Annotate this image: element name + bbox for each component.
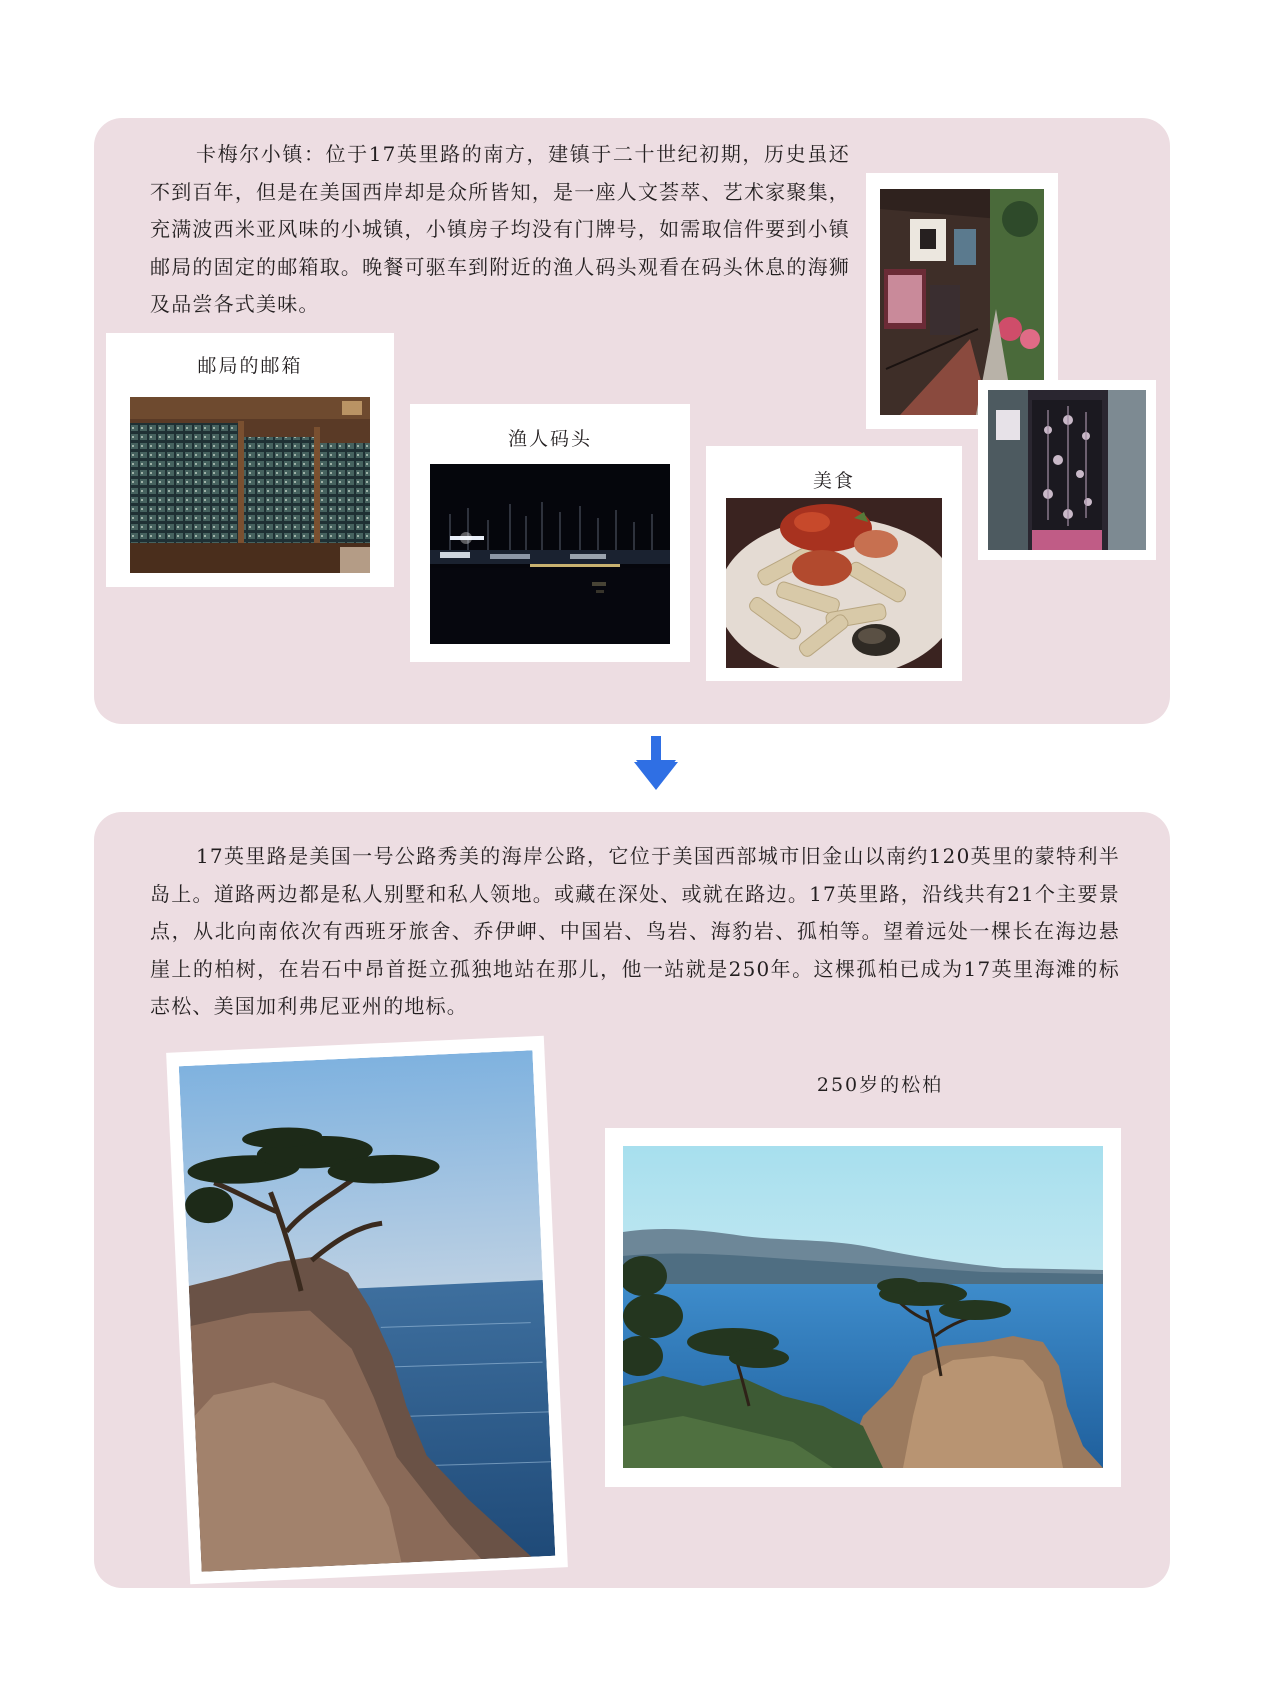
- wharf-photo: [430, 464, 670, 644]
- lone-cypress-tall-photo: [179, 1050, 556, 1572]
- mailbox-photo: [130, 397, 370, 573]
- lone-cypress-wide-photo-card: [605, 1128, 1121, 1487]
- seventeen-mile-paragraph: 17英里路是美国一号公路秀美的海岸公路，它位于美国西部城市旧金山以南约120英里的蒙特利半岛上。道路两边都是私人别墅和私人领地。或藏在深处、或就在路边。17英里路，沿线共有21个主要景点，从北向南依次有西班牙旅舍、乔伊岬、中国岩、鸟岩、海豹岩、孤柏等。望着远处一棵长在海边悬崖上的柏树，在岩石中昂首挺立孤独地站在那儿，他一站就是250年。这棵孤柏已成为17英里海滩的标志松、美国加利弗尼亚州的地标。: [150, 844, 1120, 1018]
- cypress-caption: 250岁的松柏: [816, 1074, 944, 1096]
- food-photo-card: [706, 446, 962, 681]
- food-photo: [726, 498, 942, 668]
- shop-photo-card: [978, 380, 1156, 560]
- carmel-paragraph: 卡梅尔小镇：位于17英里路的南方，建镇于二十世纪初期，历史虽还不到百年，但是在美国西岸却是众所皆知，是一座人文荟萃、艺术家聚集，充满波西米亚风味的小城镇，小镇房子均没有门牌号，如需取信件要到小镇邮局的固定的邮箱取。晚餐可驱车到附近的渔人码头观看在码头休息的海狮及品尝各式美味。: [150, 142, 850, 316]
- mailbox-caption: 邮局的邮箱: [197, 355, 303, 377]
- mailbox-photo-card: [106, 333, 394, 587]
- wharf-photo-card: [410, 404, 690, 662]
- shop-photo: [988, 390, 1146, 550]
- wharf-caption: 渔人码头: [507, 428, 592, 450]
- arrow-down-icon: [630, 736, 682, 792]
- lone-cypress-tall-photo-card: [166, 1036, 568, 1585]
- lone-cypress-wide-photo: [623, 1146, 1103, 1468]
- food-caption: 美食: [812, 470, 855, 492]
